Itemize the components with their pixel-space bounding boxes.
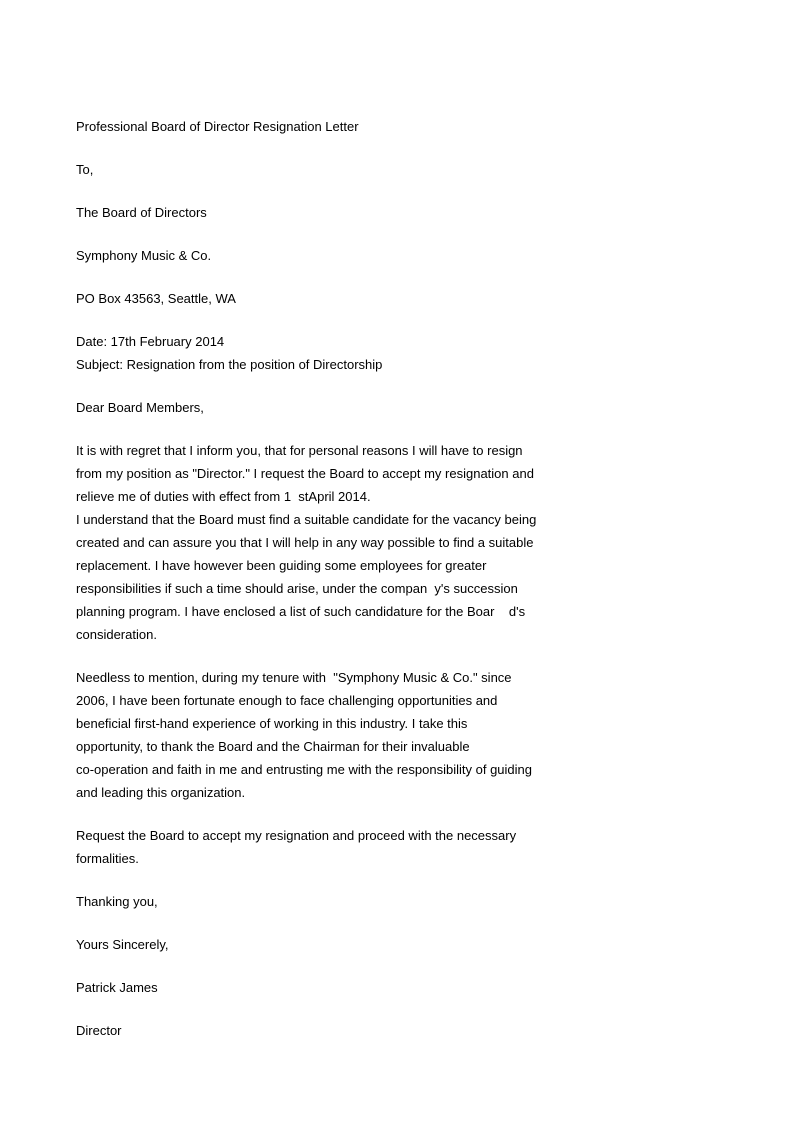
paragraph1-line: from my position as "Director." I request the Board to accept my resignation and — [76, 466, 534, 481]
closing-thanks: Thanking you, — [76, 894, 158, 909]
date-line: Date: 17th February 2014 — [76, 334, 225, 349]
salutation-to: To, — [76, 162, 94, 177]
paragraph2-line: opportunity, to thank the Board and the Chairman for their invaluable — [76, 739, 470, 754]
paragraph3-line: Request the Board to accept my resignation and proceed with the necessary — [76, 828, 517, 843]
company-line: Symphony Music & Co. — [76, 248, 212, 263]
paragraph1-line: I understand that the Board must find a suitable candidate for the vacancy being — [76, 512, 537, 527]
letter-title: Professional Board of Director Resignation Letter — [76, 119, 359, 134]
paragraph2-line: 2006, I have been fortunate enough to face challenging opportunities and — [76, 693, 498, 708]
address-line: PO Box 43563, Seattle, WA — [76, 291, 236, 306]
paragraph2-line: and leading this organization. — [76, 785, 246, 800]
paragraph2-line: Needless to mention, during my tenure with "Symphony Music & Co." since — [76, 670, 512, 685]
paragraph2-line: co-operation and faith in me and entrusting me with the responsibility of guiding — [76, 762, 532, 777]
paragraph1-line: created and can assure you that I will help in any way possible to find a suitable — [76, 535, 534, 550]
paragraph3-line: formalities. — [76, 851, 139, 866]
subject-line: Subject: Resignation from the position of Directorship — [76, 357, 383, 372]
paragraph1-line: consideration. — [76, 627, 157, 642]
paragraph1-line: It is with regret that I inform you, that for personal reasons I will have to resign — [76, 443, 523, 458]
paragraph1-line: relieve me of duties with effect from 1 stApril 2014. — [76, 489, 371, 504]
signature-title: Director — [76, 1023, 122, 1038]
closing-line: Yours Sincerely, — [76, 937, 169, 952]
recipient-line: The Board of Directors — [76, 205, 207, 220]
greeting-line: Dear Board Members, — [76, 400, 204, 415]
paragraph1-line: planning program. I have enclosed a list of such candidature for the Boar d's — [76, 604, 526, 619]
paragraph1-line: responsibilities if such a time should arise, under the compan y's succession — [76, 581, 518, 596]
signature-name: Patrick James — [76, 980, 158, 995]
paragraph2-line: beneficial first-hand experience of working in this industry. I take this — [76, 716, 468, 731]
paragraph1-line: replacement. I have however been guiding some employees for greater — [76, 558, 487, 573]
